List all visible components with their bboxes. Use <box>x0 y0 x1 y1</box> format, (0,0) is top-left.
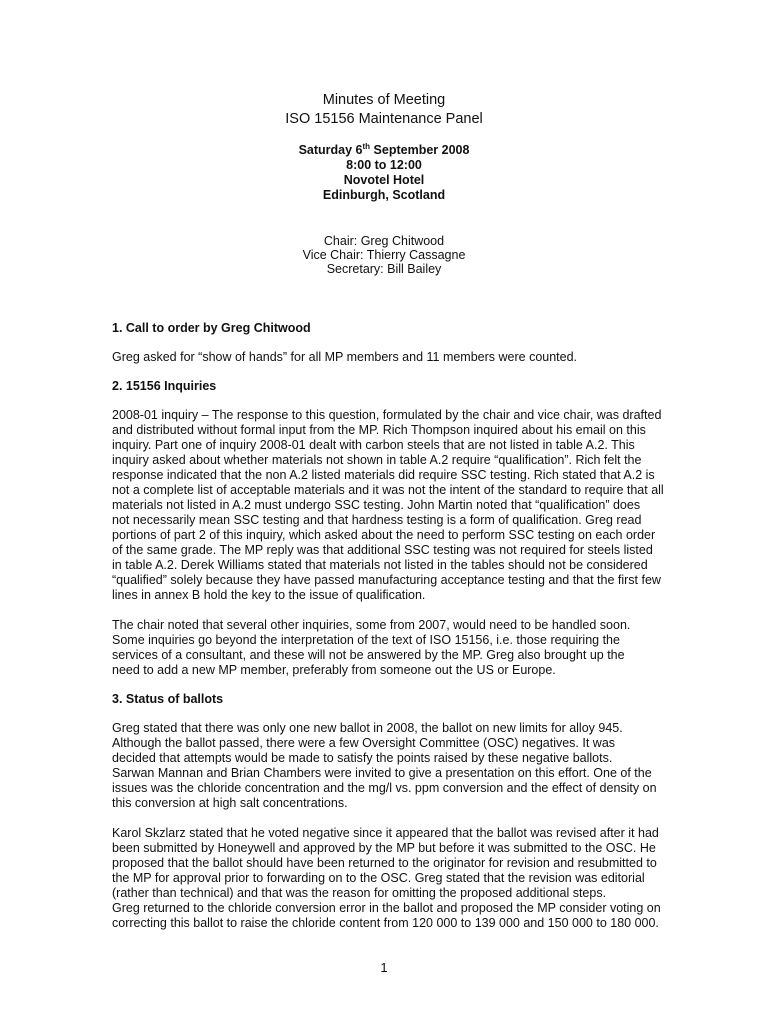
paragraph-line: Greg returned to the chloride conversion error in the ballot and proposed the MP consider voting on <box>112 901 661 915</box>
paragraph-line: decided that attempts would be made to satisfy the points raised by these negative ballots. <box>112 751 613 765</box>
paragraph-line: inquiry asked about whether materials not shown in table A.2 require “qualification”. Rich felt the <box>112 453 642 467</box>
document-subtitle: ISO 15156 Maintenance Panel <box>285 111 483 127</box>
paragraph-line: Greg stated that there was only one new ballot in 2008, the ballot on new limits for alloy 945. <box>112 721 623 735</box>
section-2-paragraph-2 <box>112 618 672 678</box>
paragraph-line: services of a consultant, and these will not be answered by the MP. Greg also brought up the <box>112 648 625 662</box>
paragraph-line: lines in annex B hold the key to the issue of qualification. <box>112 588 426 602</box>
section-3-heading: 3. Status of ballots <box>112 692 224 706</box>
paragraph-line: need to add a new MP member, preferably from someone out the US or Europe. <box>112 663 556 677</box>
paragraph-line: Some inquiries go beyond the interpretation of the text of ISO 15156, i.e. those requiring the <box>112 633 620 647</box>
meeting-date-day: Saturday 6 <box>298 143 363 157</box>
paragraph-line: not a complete list of acceptable materials and it was not the intent of the standard to require that all <box>112 483 664 497</box>
paragraph-line: inquiry. Part one of inquiry 2008-01 dealt with carbon steels that are not listed in table A.2. This <box>112 438 635 452</box>
paragraph-line: in table A.2. Derek Williams stated that materials not listed in the tables should not be considered <box>112 558 648 572</box>
section-3-paragraph-1 <box>112 721 672 811</box>
secretary-line: Secretary: Bill Bailey <box>326 262 442 276</box>
section-2-heading: 2. 15156 Inquiries <box>112 379 217 393</box>
paragraph-line: Greg asked for “show of hands” for all MP members and 11 members were counted. <box>112 350 578 364</box>
paragraph-line: not necessarily mean SSC testing and that hardness testing is a form of qualification. Greg read <box>112 513 642 527</box>
section-1-paragraph <box>112 350 672 365</box>
paragraph-line: Karol Skzlarz stated that he voted negative since it appeared that the ballot was revised after it had <box>112 826 659 840</box>
paragraph-line: portions of part 2 of this inquiry, which asked about the need to perform SSC testing on each order <box>112 528 656 542</box>
meeting-date <box>0 143 768 159</box>
section-3-paragraph-2 <box>112 826 672 931</box>
chair-line: Chair: Greg Chitwood <box>323 234 445 248</box>
section-1-heading: 1. Call to order by Greg Chitwood <box>112 321 311 335</box>
document-title: Minutes of Meeting <box>322 92 446 108</box>
paragraph-line: “qualified” solely because they have passed manufacturing acceptance testing and that the first few <box>112 573 661 587</box>
paragraph-line: been submitted by Honeywell and approved by the MP but before it was submitted to the OSC. He <box>112 841 656 855</box>
paragraph-line: 2008-01 inquiry – The response to this question, formulated by the chair and vice chair, was drafted <box>112 408 662 422</box>
paragraph-line: the MP for approval prior to forwarding on to the OSC. Greg stated that the revision was editorial <box>112 871 645 885</box>
paragraph-line: materials not listed in A.2 must undergo SSC testing. John Martin noted that “qualification” does <box>112 498 641 512</box>
page-number: 1 <box>380 960 388 975</box>
meeting-date-ordinal: th <box>362 141 371 151</box>
paragraph-line: response indicated that the non A.2 listed materials did require SSC testing. Rich stated that A.2 is <box>112 468 655 482</box>
paragraph-line: this conversion at high salt concentrations. <box>112 796 348 810</box>
meeting-time: 8:00 to 12:00 <box>346 158 422 172</box>
paragraph-line: The chair noted that several other inquiries, some from 2007, would need to be handled soon. <box>112 618 631 632</box>
paragraph-line: Although the ballot passed, there were a few Oversight Committee (OSC) negatives. It was <box>112 736 616 750</box>
paragraph-line: and distributed without formal input from the MP. Rich Thompson inquired about his email on this <box>112 423 646 437</box>
meeting-venue: Novotel Hotel <box>343 173 425 187</box>
paragraph-line: proposed that the ballot should have been returned to the originator for revision and resubmitted to <box>112 856 657 870</box>
meeting-city: Edinburgh, Scotland <box>322 188 446 202</box>
paragraph-line: (rather than technical) and that was the reason for omitting the proposed additional steps. <box>112 886 607 900</box>
paragraph-line: of the same grade. The MP reply was that additional SSC testing was not required for steels listed <box>112 543 653 557</box>
section-2-paragraph-1 <box>112 408 672 603</box>
paragraph-line: Sarwan Mannan and Brian Chambers were invited to give a presentation on this effort. One of the <box>112 766 652 780</box>
paragraph-line: correcting this ballot to raise the chloride content from 120 000 to 139 000 and 150 000 to 180 000. <box>112 916 659 930</box>
vice-chair-line: Vice Chair: Thierry Cassagne <box>302 248 466 262</box>
paragraph-line: issues was the chloride concentration and the mg/l vs. ppm conversion and the effect of density on <box>112 781 657 795</box>
meeting-date-month-year: September 2008 <box>370 143 470 157</box>
